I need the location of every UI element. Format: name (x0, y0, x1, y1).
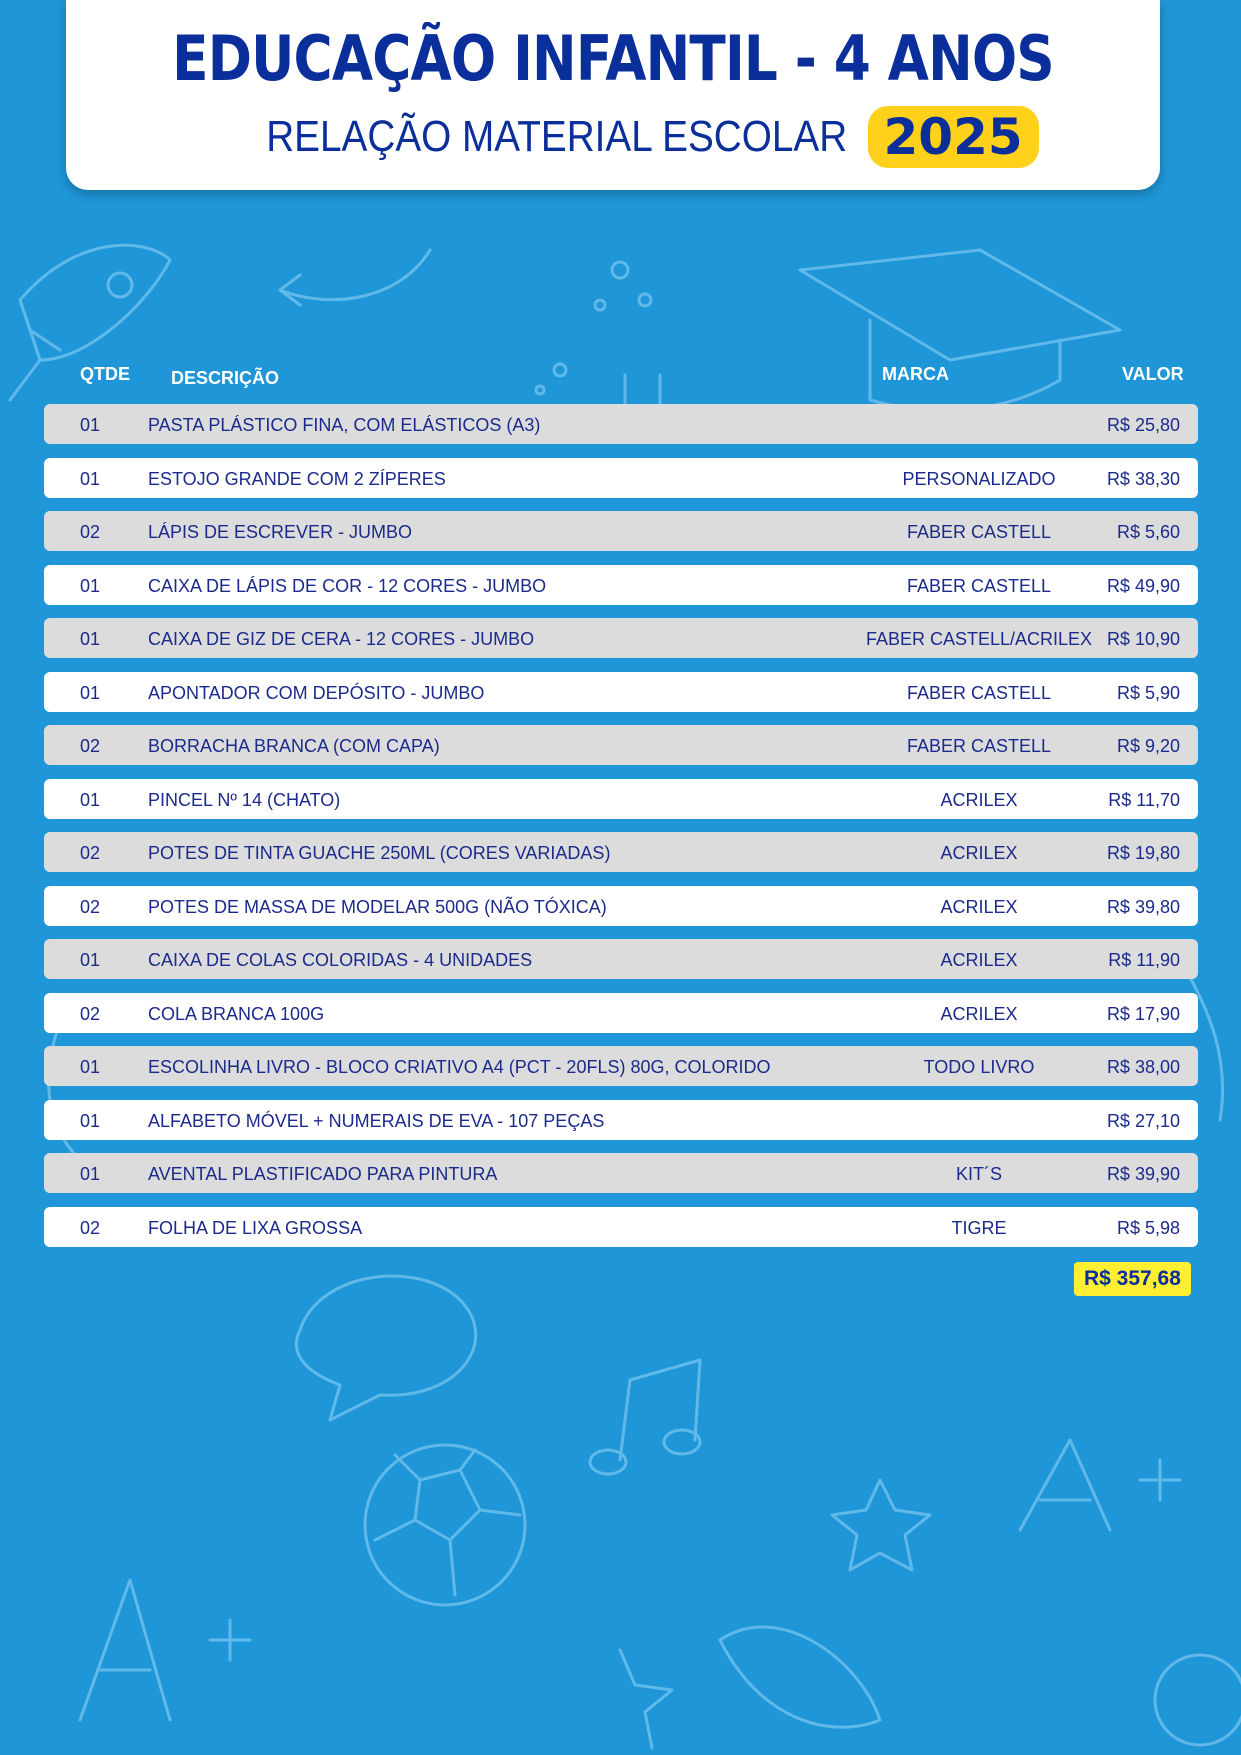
list-item (44, 725, 1198, 765)
item-description: AVENTAL PLASTIFICADO PARA PINTURA (148, 1164, 498, 1184)
item-brand: KIT´S (955, 1164, 1002, 1184)
column-header-brand: MARCA (882, 364, 949, 384)
list-item (44, 1100, 1198, 1140)
total-badge: R$ 357,68 (1074, 1262, 1191, 1296)
arrow-doodle-icon (280, 250, 430, 305)
item-price: R$ 39,80 (1106, 896, 1180, 917)
item-price: R$ 11,90 (1108, 950, 1180, 970)
list-item (44, 458, 1198, 498)
item-price: R$ 5,98 (1116, 1217, 1180, 1238)
year-badge: 2025 (868, 106, 1039, 168)
item-brand: TIGRE (951, 1217, 1007, 1238)
item-brand: ACRILEX (940, 1003, 1018, 1024)
star-doodle-icon (620, 1650, 672, 1748)
item-price: R$ 27,10 (1106, 1110, 1180, 1131)
item-description: CAIXA DE COLAS COLORIDAS - 4 UNIDADES (148, 950, 533, 970)
item-description: POTES DE MASSA DE MODELAR 500G (NÃO TÓXICA) (148, 896, 607, 917)
column-header-qty: QTDE (80, 364, 131, 384)
item-qty: 02 (80, 1003, 101, 1024)
item-qty: 01 (80, 1164, 101, 1184)
item-price: R$ 49,90 (1106, 575, 1180, 596)
item-brand: FABER CASTELL (906, 736, 1052, 756)
item-price: R$ 25,80 (1106, 415, 1180, 435)
item-description: ESCOLINHA LIVRO - BLOCO CRIATIVO A4 (PCT - 20FLS) 80G, COLORIDO (148, 1057, 771, 1077)
list-item (44, 1207, 1198, 1247)
item-brand: ACRILEX (940, 843, 1018, 863)
item-price: R$ 38,00 (1106, 1057, 1180, 1077)
column-header-price: VALOR (1122, 364, 1184, 384)
item-description: PINCEL Nº 14 (CHATO) (148, 789, 341, 810)
item-description: POTES DE TINTA GUACHE 250ML (CORES VARIADAS) (148, 843, 611, 863)
item-brand: FABER CASTELL/ACRILEX (865, 629, 1093, 649)
item-brand: ACRILEX (940, 896, 1018, 917)
item-qty: 02 (80, 896, 101, 917)
item-qty: 01 (80, 629, 101, 649)
item-brand: PERSONALIZADO (902, 468, 1056, 489)
item-qty: 01 (80, 575, 101, 596)
list-item (44, 939, 1198, 979)
list-item (44, 511, 1198, 551)
item-price: R$ 19,80 (1106, 843, 1180, 863)
item-price: R$ 17,90 (1106, 1003, 1180, 1024)
item-qty: 01 (80, 682, 101, 703)
item-qty: 02 (80, 522, 101, 542)
item-price: R$ 9,20 (1116, 736, 1180, 756)
list-item (44, 618, 1198, 658)
item-description: ESTOJO GRANDE COM 2 ZÍPERES (148, 468, 446, 489)
item-brand: FABER CASTELL (906, 522, 1052, 542)
a-plus-doodle-icon (80, 1580, 250, 1720)
item-qty: 01 (80, 468, 101, 489)
item-description: PASTA PLÁSTICO FINA, COM ELÁSTICOS (A3) (148, 415, 541, 435)
a-plus-doodle-icon (1020, 1440, 1180, 1530)
item-qty: 02 (80, 843, 101, 863)
list-item (44, 993, 1198, 1033)
star-doodle-icon (832, 1480, 930, 1570)
material-list (44, 404, 1198, 1260)
item-price: R$ 5,60 (1116, 522, 1180, 542)
item-qty: 01 (80, 1057, 101, 1077)
subtitle-row (66, 100, 1160, 174)
item-qty: 01 (80, 789, 101, 810)
list-item (44, 1046, 1198, 1086)
item-description: ALFABETO MÓVEL + NUMERAIS DE EVA - 107 PEÇAS (148, 1110, 605, 1131)
item-qty: 02 (80, 1217, 101, 1238)
music-note-doodle-icon (620, 1360, 700, 1460)
item-brand: FABER CASTELL (906, 575, 1052, 596)
item-price: R$ 39,90 (1106, 1164, 1180, 1184)
item-description: FOLHA DE LIXA GROSSA (148, 1217, 363, 1238)
list-item (44, 565, 1198, 605)
item-description: CAIXA DE LÁPIS DE COR - 12 CORES - JUMBO (148, 575, 547, 596)
item-price: R$ 11,70 (1108, 789, 1180, 810)
list-item (44, 672, 1198, 712)
list-item (44, 779, 1198, 819)
soccer-ball-doodle-icon (365, 1445, 525, 1605)
item-qty: 01 (80, 1110, 101, 1131)
item-price: R$ 5,90 (1116, 682, 1180, 703)
list-item (44, 404, 1198, 444)
item-qty: 02 (80, 736, 101, 756)
list-item (44, 1153, 1198, 1193)
item-brand: TODO LIVRO (923, 1057, 1035, 1077)
item-brand: FABER CASTELL (906, 682, 1052, 703)
rocket-doodle-icon (720, 1627, 880, 1727)
item-description: APONTADOR COM DEPÓSITO - JUMBO (148, 682, 485, 703)
page-title: EDUCAÇÃO INFANTIL - 4 ANOS (172, 22, 1054, 95)
graduation-cap-doodle-icon (800, 250, 1120, 410)
list-item (44, 886, 1198, 926)
item-description: BORRACHA BRANCA (COM CAPA) (148, 736, 440, 756)
item-description: LÁPIS DE ESCREVER - JUMBO (148, 522, 413, 542)
speech-bubble-doodle-icon (296, 1276, 475, 1420)
item-description: CAIXA DE GIZ DE CERA - 12 CORES - JUMBO (148, 629, 535, 649)
item-qty: 01 (80, 950, 101, 970)
header-card (66, 0, 1160, 190)
flask-doodle-icon (536, 262, 660, 420)
column-header-description: DESCRIÇÃO (171, 368, 280, 388)
item-brand: ACRILEX (940, 789, 1018, 810)
item-brand: ACRILEX (940, 950, 1018, 970)
page-subtitle: RELAÇÃO MATERIAL ESCOLAR (266, 112, 848, 161)
item-description: COLA BRANCA 100G (148, 1003, 325, 1024)
item-price: R$ 10,90 (1106, 629, 1180, 649)
list-item (44, 832, 1198, 872)
item-price: R$ 38,30 (1106, 468, 1180, 489)
item-qty: 01 (80, 415, 101, 435)
